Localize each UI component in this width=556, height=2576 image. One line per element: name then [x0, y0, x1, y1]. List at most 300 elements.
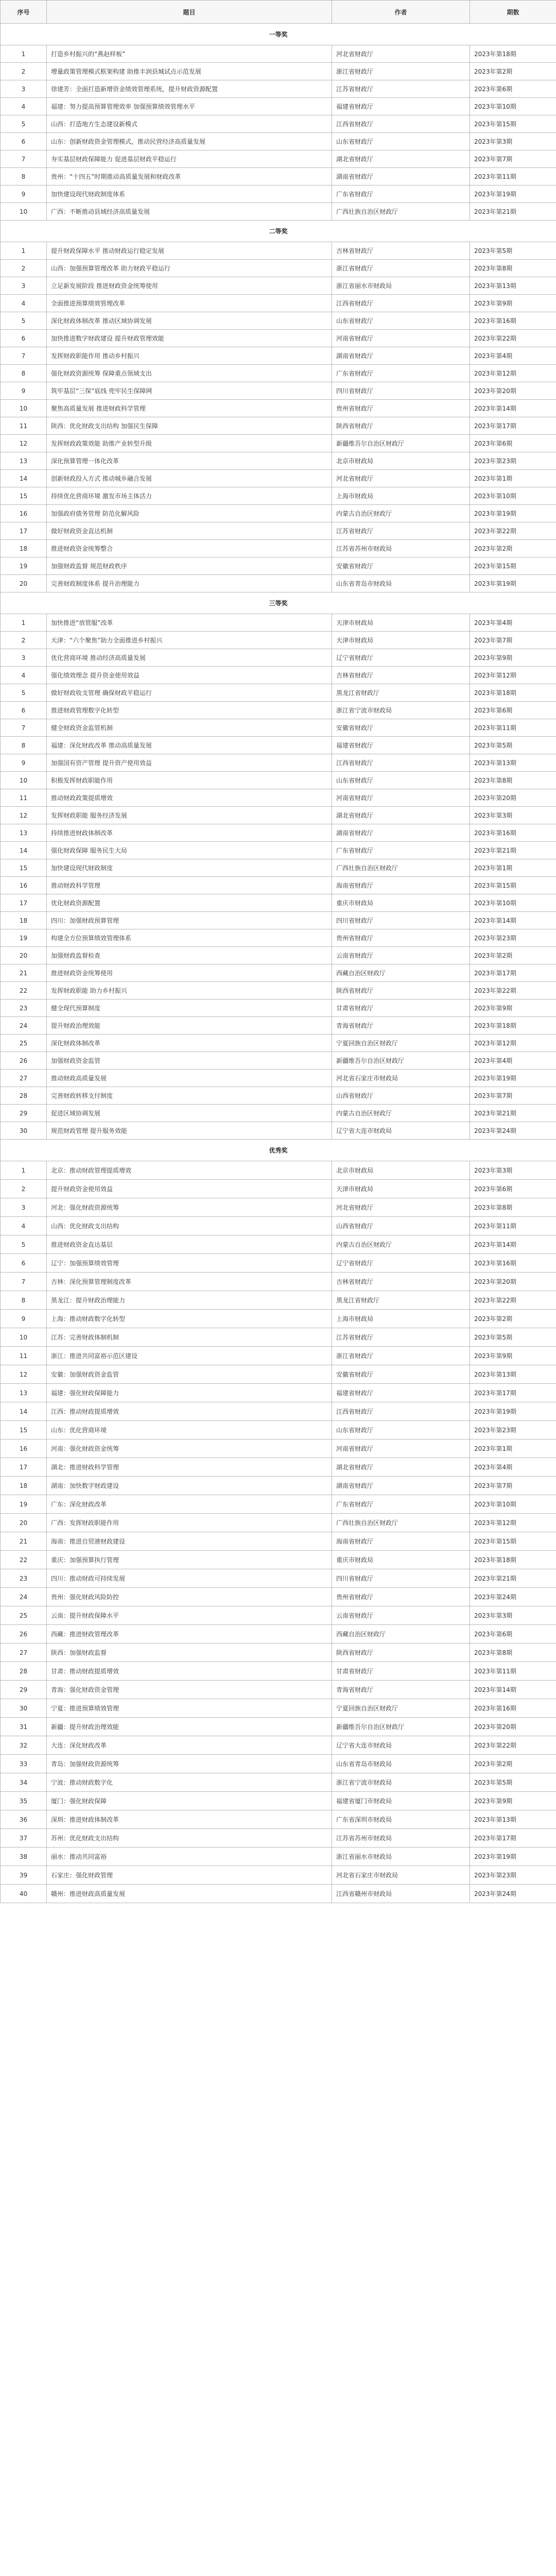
row-author: 新疆维吾尔自治区财政厅: [332, 1718, 470, 1736]
row-author: 山东省财政厅: [332, 312, 470, 330]
row-number: 13: [1, 1384, 47, 1402]
row-issue: 2023年第23期: [470, 1866, 556, 1885]
row-author: 河北省财政厅: [332, 45, 470, 63]
row-number: 12: [1, 435, 47, 452]
row-title: 完善财政转移支付制度: [47, 1087, 332, 1105]
row-number: 3: [1, 80, 47, 98]
row-issue: 2023年第3期: [470, 807, 556, 824]
table-row: [1, 684, 556, 702]
row-author: 甘肃省财政厅: [332, 1662, 470, 1681]
row-number: 20: [1, 1514, 47, 1532]
table-row: [1, 912, 556, 929]
row-number: 18: [1, 1477, 47, 1495]
section-title: 优秀奖: [1, 1140, 556, 1161]
row-author: 湖南省财政厅: [332, 168, 470, 185]
row-number: 2: [1, 260, 47, 277]
row-title: 河南：强化财政资金统筹: [47, 1439, 332, 1458]
row-issue: 2023年第1期: [470, 470, 556, 487]
row-number: 20: [1, 947, 47, 964]
row-title: 推进财政资金直达基层: [47, 1235, 332, 1254]
table-row: [1, 1458, 556, 1477]
table-row: [1, 1273, 556, 1291]
row-number: 10: [1, 1328, 47, 1347]
row-author: 湖南省财政厅: [332, 347, 470, 365]
row-author: 辽宁省财政厅: [332, 649, 470, 667]
row-issue: 2023年第7期: [470, 1087, 556, 1105]
row-issue: 2023年第22期: [470, 1736, 556, 1755]
table-row: [1, 1365, 556, 1384]
row-issue: 2023年第2期: [470, 1755, 556, 1773]
row-author: 广西壮族自治区财政厅: [332, 859, 470, 877]
row-title: 辽宁：加强预算绩效管理: [47, 1254, 332, 1273]
row-author: 河北省石家庄市财政局: [332, 1866, 470, 1885]
table-row: [1, 522, 556, 540]
row-issue: 2023年第6期: [470, 435, 556, 452]
table-row: [1, 614, 556, 632]
row-title: 江苏：完善财政体制机制: [47, 1328, 332, 1347]
row-author: 吉林省财政厅: [332, 1273, 470, 1291]
table-row: [1, 1810, 556, 1829]
row-issue: 2023年第9期: [470, 1347, 556, 1365]
table-row: [1, 1736, 556, 1755]
row-number: 24: [1, 1017, 47, 1035]
row-issue: 2023年第18期: [470, 45, 556, 63]
row-title: 优化财政资源配置: [47, 894, 332, 912]
row-number: 17: [1, 894, 47, 912]
row-author: 北京市财政局: [332, 452, 470, 470]
table-row: [1, 365, 556, 382]
table-row: [1, 1198, 556, 1217]
row-title: 浙江：推进共同富裕示范区建设: [47, 1347, 332, 1365]
row-title: 陕西：优化财政支出结构 加强民生保障: [47, 417, 332, 435]
row-issue: 2023年第19期: [470, 1402, 556, 1421]
row-title: 安徽：加强财政资金监管: [47, 1365, 332, 1384]
row-author: 福建省财政厅: [332, 1384, 470, 1402]
table-row: [1, 1532, 556, 1551]
row-issue: 2023年第9期: [470, 295, 556, 312]
row-title: 提升财政保障水平 推动财政运行稳定发展: [47, 242, 332, 260]
table-row: [1, 1328, 556, 1347]
row-author: 贵州省财政厅: [332, 400, 470, 417]
row-issue: 2023年第8期: [470, 772, 556, 789]
row-issue: 2023年第19期: [470, 505, 556, 522]
row-title: 筑牢基层“三保”底线 兜牢民生保障网: [47, 382, 332, 400]
row-title: 福建：强化财政保障能力: [47, 1384, 332, 1402]
table-row: [1, 1885, 556, 1903]
row-issue: 2023年第8期: [470, 260, 556, 277]
row-title: 发挥财政职能 服务经济发展: [47, 807, 332, 824]
row-author: 黑龙江省财政厅: [332, 684, 470, 702]
row-title: 深圳：推进财政体制改革: [47, 1810, 332, 1829]
row-number: 26: [1, 1052, 47, 1070]
row-author: 海南省财政厅: [332, 1532, 470, 1551]
row-number: 4: [1, 667, 47, 684]
row-issue: 2023年第4期: [470, 347, 556, 365]
row-number: 15: [1, 1421, 47, 1439]
row-title: 山西：打造地方生态建设新模式: [47, 115, 332, 133]
row-title: 完善财政制度体系 提升治理能力: [47, 575, 332, 592]
row-title: 福建：深化财政改革 推动高质量发展: [47, 737, 332, 754]
row-author: 河南省财政厅: [332, 1439, 470, 1458]
row-issue: 2023年第1期: [470, 859, 556, 877]
row-author: 浙江省宁波市财政局: [332, 702, 470, 719]
row-issue: 2023年第8期: [470, 1643, 556, 1662]
table-row: [1, 772, 556, 789]
row-title: 夯实基层财政保障能力 促进基层财政平稳运行: [47, 150, 332, 168]
row-title: 加快推进数字财政建设 提升财政管理效能: [47, 330, 332, 347]
row-title: 山西：加强预算管理改革 助力财政平稳运行: [47, 260, 332, 277]
row-author: 江西省赣州市财政局: [332, 1885, 470, 1903]
row-title: 广西：发挥财政职能作用: [47, 1514, 332, 1532]
row-title: 持续优化营商环境 激发市场主体活力: [47, 487, 332, 505]
header-title: 题目: [47, 1, 332, 24]
table-row: [1, 1866, 556, 1885]
table-row: [1, 807, 556, 824]
table-row: [1, 400, 556, 417]
row-author: 山东省财政厅: [332, 772, 470, 789]
row-issue: 2023年第21期: [470, 1105, 556, 1122]
row-issue: 2023年第24期: [470, 1885, 556, 1903]
row-number: 21: [1, 964, 47, 982]
header-issue: 期数: [470, 1, 556, 24]
row-issue: 2023年第11期: [470, 1217, 556, 1235]
table-row: [1, 1291, 556, 1310]
table-row: [1, 1606, 556, 1625]
row-author: 浙江省丽水市财政局: [332, 1848, 470, 1866]
table-row: [1, 789, 556, 807]
row-title: 贵州：“十四五”时期推动高质量发展和财政改革: [47, 168, 332, 185]
row-title: 新疆：提升财政治理效能: [47, 1718, 332, 1736]
row-author: 安徽省财政厅: [332, 557, 470, 575]
row-title: 山西：优化财政支出结构: [47, 1217, 332, 1235]
row-issue: 2023年第19期: [470, 575, 556, 592]
row-issue: 2023年第9期: [470, 999, 556, 1017]
row-number: 28: [1, 1087, 47, 1105]
row-author: 重庆市财政局: [332, 1551, 470, 1569]
table-row: [1, 649, 556, 667]
row-author: 海南省财政厅: [332, 877, 470, 894]
table-row: [1, 330, 556, 347]
row-author: 浙江省财政厅: [332, 63, 470, 80]
row-issue: 2023年第16期: [470, 1699, 556, 1718]
row-title: 青海：强化财政资金管理: [47, 1681, 332, 1699]
table-row: [1, 1070, 556, 1087]
row-author: 陕西省财政厅: [332, 417, 470, 435]
row-issue: 2023年第13期: [470, 277, 556, 295]
row-issue: 2023年第3期: [470, 1606, 556, 1625]
row-issue: 2023年第22期: [470, 330, 556, 347]
row-author: 山西省财政厅: [332, 1087, 470, 1105]
row-author: 安徽省财政厅: [332, 719, 470, 737]
row-author: 宁夏回族自治区财政厅: [332, 1699, 470, 1718]
table-row: [1, 312, 556, 330]
table-body: [1, 24, 556, 1903]
row-number: 15: [1, 487, 47, 505]
row-number: 17: [1, 522, 47, 540]
row-issue: 2023年第2期: [470, 947, 556, 964]
row-number: 10: [1, 400, 47, 417]
table-row: [1, 982, 556, 999]
row-number: 6: [1, 1254, 47, 1273]
row-number: 18: [1, 912, 47, 929]
row-number: 22: [1, 982, 47, 999]
table-row: [1, 1161, 556, 1180]
table-row: [1, 1625, 556, 1643]
table-row: [1, 719, 556, 737]
row-number: 1: [1, 1161, 47, 1180]
row-author: 广西壮族自治区财政厅: [332, 1514, 470, 1532]
row-issue: 2023年第4期: [470, 1458, 556, 1477]
table-row: [1, 894, 556, 912]
row-author: 河北省财政厅: [332, 1198, 470, 1217]
row-author: 甘肃省财政厅: [332, 999, 470, 1017]
row-issue: 2023年第20期: [470, 1718, 556, 1736]
row-author: 江西省财政厅: [332, 295, 470, 312]
row-author: 江苏省苏州市财政局: [332, 1829, 470, 1848]
table-row: [1, 417, 556, 435]
row-number: 25: [1, 1035, 47, 1052]
row-author: 江西省财政厅: [332, 1402, 470, 1421]
row-number: 4: [1, 295, 47, 312]
row-title: 宁夏：推进预算绩效管理: [47, 1699, 332, 1718]
row-author: 湖北省财政厅: [332, 807, 470, 824]
row-number: 11: [1, 417, 47, 435]
row-author: 广西壮族自治区财政厅: [332, 203, 470, 221]
row-number: 8: [1, 365, 47, 382]
row-title: 苏州：优化财政支出结构: [47, 1829, 332, 1848]
row-number: 14: [1, 470, 47, 487]
row-title: 发挥财政职能作用 推动乡村振兴: [47, 347, 332, 365]
row-issue: 2023年第17期: [470, 964, 556, 982]
row-issue: 2023年第14期: [470, 1235, 556, 1254]
row-issue: 2023年第7期: [470, 1477, 556, 1495]
row-issue: 2023年第23期: [470, 452, 556, 470]
row-number: 4: [1, 98, 47, 115]
row-number: 28: [1, 1662, 47, 1681]
row-issue: 2023年第12期: [470, 365, 556, 382]
row-number: 12: [1, 807, 47, 824]
row-number: 34: [1, 1773, 47, 1792]
row-issue: 2023年第18期: [470, 684, 556, 702]
row-title: 深化预算管理一体化改革: [47, 452, 332, 470]
row-number: 37: [1, 1829, 47, 1848]
table-row: [1, 824, 556, 842]
row-number: 6: [1, 330, 47, 347]
row-issue: 2023年第22期: [470, 1291, 556, 1310]
row-title: 山东：创新财政资金管理模式，推动民营经济高质量发展: [47, 133, 332, 150]
row-title: 强化财政保障 服务民生大局: [47, 842, 332, 859]
table-row: [1, 1699, 556, 1718]
row-title: 推动财政政策提质增效: [47, 789, 332, 807]
row-author: 山东省财政厅: [332, 1421, 470, 1439]
row-number: 9: [1, 754, 47, 772]
row-author: 浙江省财政厅: [332, 260, 470, 277]
row-number: 5: [1, 684, 47, 702]
row-number: 27: [1, 1643, 47, 1662]
row-title: 加快建设现代财政制度体系: [47, 185, 332, 203]
row-issue: 2023年第7期: [470, 632, 556, 649]
row-number: 36: [1, 1810, 47, 1829]
row-author: 宁夏回族自治区财政厅: [332, 1035, 470, 1052]
row-issue: 2023年第5期: [470, 737, 556, 754]
row-title: 优化营商环境 推动经济高质量发展: [47, 649, 332, 667]
row-title: 加强财政监督 规范财政秩序: [47, 557, 332, 575]
row-title: 做好财政资金直达机制: [47, 522, 332, 540]
row-number: 3: [1, 277, 47, 295]
table-row: [1, 842, 556, 859]
row-issue: 2023年第13期: [470, 1365, 556, 1384]
table-row: [1, 737, 556, 754]
table-row: [1, 1718, 556, 1736]
row-author: 福建省厦门市财政局: [332, 1792, 470, 1810]
table-row: [1, 667, 556, 684]
row-issue: 2023年第15期: [470, 1532, 556, 1551]
table-row: [1, 150, 556, 168]
row-number: 40: [1, 1885, 47, 1903]
row-author: 黑龙江省财政厅: [332, 1291, 470, 1310]
row-title: 推进财政资金统筹使用: [47, 964, 332, 982]
table-row: [1, 242, 556, 260]
row-number: 31: [1, 1718, 47, 1736]
row-issue: 2023年第12期: [470, 667, 556, 684]
row-number: 1: [1, 614, 47, 632]
row-author: 贵州省财政厅: [332, 1588, 470, 1606]
row-number: 2: [1, 632, 47, 649]
row-author: 上海市财政局: [332, 1310, 470, 1328]
row-issue: 2023年第22期: [470, 522, 556, 540]
row-issue: 2023年第16期: [470, 824, 556, 842]
row-author: 湖南省财政厅: [332, 1477, 470, 1495]
row-number: 15: [1, 859, 47, 877]
row-title: 湖北：推进财政科学管理: [47, 1458, 332, 1477]
table-row: [1, 929, 556, 947]
row-title: 福建：努力提高预算管理效率 加强预算绩效管理水平: [47, 98, 332, 115]
row-author: 贵州省财政厅: [332, 929, 470, 947]
row-title: 四川：加强财政预算管理: [47, 912, 332, 929]
row-issue: 2023年第6期: [470, 1625, 556, 1643]
row-author: 广东省深圳市财政局: [332, 1810, 470, 1829]
row-number: 25: [1, 1606, 47, 1625]
row-author: 云南省财政厅: [332, 1606, 470, 1625]
row-number: 20: [1, 575, 47, 592]
row-number: 10: [1, 203, 47, 221]
row-issue: 2023年第19期: [470, 185, 556, 203]
row-title: 推进财政管理数字化转型: [47, 702, 332, 719]
row-number: 19: [1, 1495, 47, 1514]
row-title: 北京：推动财政管理提质增效: [47, 1161, 332, 1180]
row-issue: 2023年第10期: [470, 98, 556, 115]
row-author: 辽宁省大连市财政局: [332, 1736, 470, 1755]
row-author: 云南省财政厅: [332, 947, 470, 964]
row-title: 创新财政投入方式 推动城乡融合发展: [47, 470, 332, 487]
row-issue: 2023年第5期: [470, 242, 556, 260]
table-row: [1, 1087, 556, 1105]
row-author: 福建省财政厅: [332, 98, 470, 115]
table-row: [1, 1421, 556, 1439]
row-author: 四川省财政厅: [332, 912, 470, 929]
row-issue: 2023年第21期: [470, 203, 556, 221]
table-row: [1, 877, 556, 894]
row-number: 16: [1, 505, 47, 522]
table-row: [1, 1495, 556, 1514]
row-issue: 2023年第17期: [470, 1829, 556, 1848]
row-author: 西藏自治区财政厅: [332, 1625, 470, 1643]
row-author: 江苏省财政厅: [332, 522, 470, 540]
row-title: 加强国有资产管理 提升资产使用效益: [47, 754, 332, 772]
row-author: 江苏省财政厅: [332, 1328, 470, 1347]
row-issue: 2023年第15期: [470, 115, 556, 133]
row-issue: 2023年第22期: [470, 982, 556, 999]
table-row: [1, 1402, 556, 1421]
table-row: [1, 115, 556, 133]
row-title: 广西：不断推动县域经济高质量发展: [47, 203, 332, 221]
row-number: 24: [1, 1588, 47, 1606]
row-number: 23: [1, 1569, 47, 1588]
row-author: 陕西省财政厅: [332, 1643, 470, 1662]
row-author: 重庆市财政局: [332, 894, 470, 912]
row-author: 天津市财政局: [332, 632, 470, 649]
row-issue: 2023年第21期: [470, 1569, 556, 1588]
table-row: [1, 80, 556, 98]
row-issue: 2023年第1期: [470, 1439, 556, 1458]
row-author: 湖北省财政厅: [332, 1458, 470, 1477]
table-row: [1, 1017, 556, 1035]
row-number: 19: [1, 929, 47, 947]
table-row: [1, 1514, 556, 1532]
table-row: [1, 185, 556, 203]
row-number: 9: [1, 382, 47, 400]
row-title: 四川：推动财政可持续发展: [47, 1569, 332, 1588]
row-issue: 2023年第10期: [470, 487, 556, 505]
section-row: [1, 1140, 556, 1161]
row-issue: 2023年第11期: [470, 168, 556, 185]
row-title: 西藏：推进财政管理改革: [47, 1625, 332, 1643]
row-number: 13: [1, 452, 47, 470]
row-author: 江西省财政厅: [332, 754, 470, 772]
row-number: 29: [1, 1105, 47, 1122]
row-title: 推进财政资金统筹整合: [47, 540, 332, 557]
row-author: 辽宁省财政厅: [332, 1254, 470, 1273]
row-issue: 2023年第14期: [470, 1681, 556, 1699]
row-number: 7: [1, 347, 47, 365]
row-number: 10: [1, 772, 47, 789]
row-number: 14: [1, 1402, 47, 1421]
row-title: 天津：“六个聚焦”助力全面推进乡村振兴: [47, 632, 332, 649]
row-title: 积极发挥财政职能作用: [47, 772, 332, 789]
row-title: 赣州：推进财政高质量发展: [47, 1885, 332, 1903]
row-author: 江苏省苏州市财政局: [332, 540, 470, 557]
row-author: 河北省财政厅: [332, 470, 470, 487]
row-number: 21: [1, 1532, 47, 1551]
row-title: 打造乡村振兴的“燕赵样板”: [47, 45, 332, 63]
row-title: 贵州：强化财政风险防控: [47, 1588, 332, 1606]
row-issue: 2023年第14期: [470, 912, 556, 929]
row-issue: 2023年第21期: [470, 842, 556, 859]
table-row: [1, 1235, 556, 1254]
table-row: [1, 452, 556, 470]
row-number: 29: [1, 1681, 47, 1699]
row-title: 构建全方位预算绩效管理体系: [47, 929, 332, 947]
row-title: 大连：深化财政改革: [47, 1736, 332, 1755]
row-author: 广东省财政厅: [332, 842, 470, 859]
row-number: 7: [1, 1273, 47, 1291]
row-issue: 2023年第6期: [470, 80, 556, 98]
row-number: 5: [1, 312, 47, 330]
section-title: 二等奖: [1, 221, 556, 242]
table-row: [1, 295, 556, 312]
row-issue: 2023年第12期: [470, 1514, 556, 1532]
section-row: [1, 221, 556, 242]
